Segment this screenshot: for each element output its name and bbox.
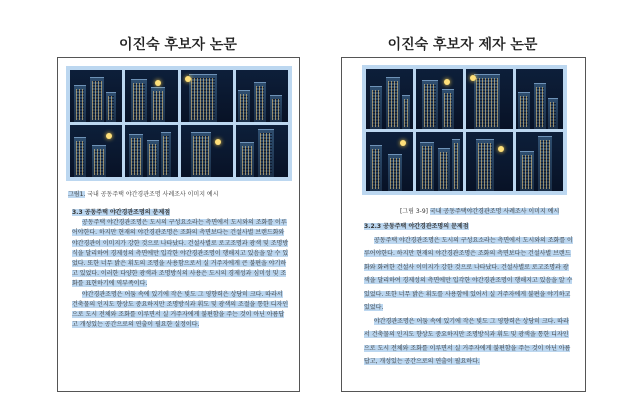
left-photo-grid (66, 66, 292, 181)
night-apartment-photo (236, 125, 288, 177)
caption-text: 국내 공동주택야간경관조명 사례조사 이미지 예시 (429, 208, 560, 215)
night-apartment-photo (70, 125, 122, 177)
night-apartment-photo (516, 69, 563, 129)
night-apartment-photo (181, 70, 233, 122)
left-figure-caption (68, 189, 219, 198)
caption-text: 국내 공동주택 야간경관조명 사례조사 이미지 예시 (87, 191, 219, 198)
night-apartment-photo (516, 132, 563, 192)
night-apartment-photo (466, 132, 513, 192)
left-document-page (57, 57, 300, 392)
night-apartment-photo (366, 69, 413, 129)
night-apartment-photo (70, 70, 122, 122)
left-panel-title: 이진숙 후보자 논문 (119, 37, 237, 53)
night-apartment-photo (416, 69, 463, 129)
night-apartment-photo (466, 69, 513, 129)
right-photo-grid (362, 65, 567, 195)
left-body-text (72, 208, 290, 330)
night-apartment-photo (125, 70, 177, 122)
night-apartment-photo (416, 132, 463, 192)
body-paragraph: 공동주택 야간경관조명은 도시의 구성요소라는 측면에서 도시와의 조화를 이루어야한다. 하지만 현재의 야간경관조명은 조화의 측면보다는 건설사별 브랜드화와 야간경관이 이미지가 강한 것으로 나타났다. 건설사별로 로고조명과 광색 및 조명방식을 달리하여 경제성의 측면에만 입각한 야간경관조명이 행해지고 있음을 알 수 있었다. 또한 너무 밝은 휘도의 조명을 사용함으로서 실 거주자에게 큰 불편을 야기하고 있었다. 이러한 다양한 광색과 조명방식의 사용은 도시의 경제성과 심미성 및 조화를 표현하기에 역부족이다. (72, 219, 289, 288)
right-document-page (341, 57, 586, 392)
right-figure-caption (400, 206, 559, 215)
section-heading: 3.3 공동주택 야간경관조명의 문제점 (72, 209, 171, 216)
caption-label: 그림1. (68, 191, 86, 198)
body-paragraph: 공동주택 야간경관조명은 도시의 구성요소라는 측면에서 도시와의 조화를 이루어야한다. 하지만 현재의 야간경관조명은 조화의 측면보다는 건설사별 브랜드화와 화려한 건설사 이미지가 강한 것으로 나타났다. 건설사별로 로고조명과 광색을 달리하여 경제성의 측면에만 입각한 야간경관조명이 행해지고 있음을 알 수 있었다. 또한 너무 밝은 휘도를 사용함에 있어서 실 거주자에게 불편을 야기하고 있었다. (364, 236, 573, 311)
right-body-text (364, 220, 574, 369)
body-paragraph: 야간경관조명은 어둠 속에 있기에 작은 빛도 그 영향력은 상당히 크다. 따라서 건축물의 인지도 향상도 중요하지만 조명방식과 휘도 및 광색의 조절을 통한 디자인으로 도시 전체와 조화를 이루면서 실 거주자에게 불편함을 주는 것이 아닌 아름답고 개성있는 공간으로의 연출이 필요한 실정이다. (72, 290, 289, 329)
body-paragraph: 야간경관조명은 어둠 속에 있기에 작은 빛도 그 영향력은 상당히 크다. 따라서 건축물의 인지도 향상도 중요하지만 조명방식과 휘도 및 광색을 통한 디자인으로 도시 전체와 조화를 이루면서 실 거주자에게 불편함을 주는 것이 아닌 아름답고, 개성있는 공간으로의 연출이 필요하다. (364, 317, 571, 365)
night-apartment-photo (366, 132, 413, 192)
right-panel-title: 이진숙 후보자 제자 논문 (387, 37, 538, 53)
night-apartment-photo (181, 125, 233, 177)
caption-label: [그림 3-9] (400, 208, 428, 215)
night-apartment-photo (125, 125, 177, 177)
night-apartment-photo (236, 70, 288, 122)
section-heading: 3.2.3 공동주택 야간경관조명의 문제점 (364, 223, 469, 230)
